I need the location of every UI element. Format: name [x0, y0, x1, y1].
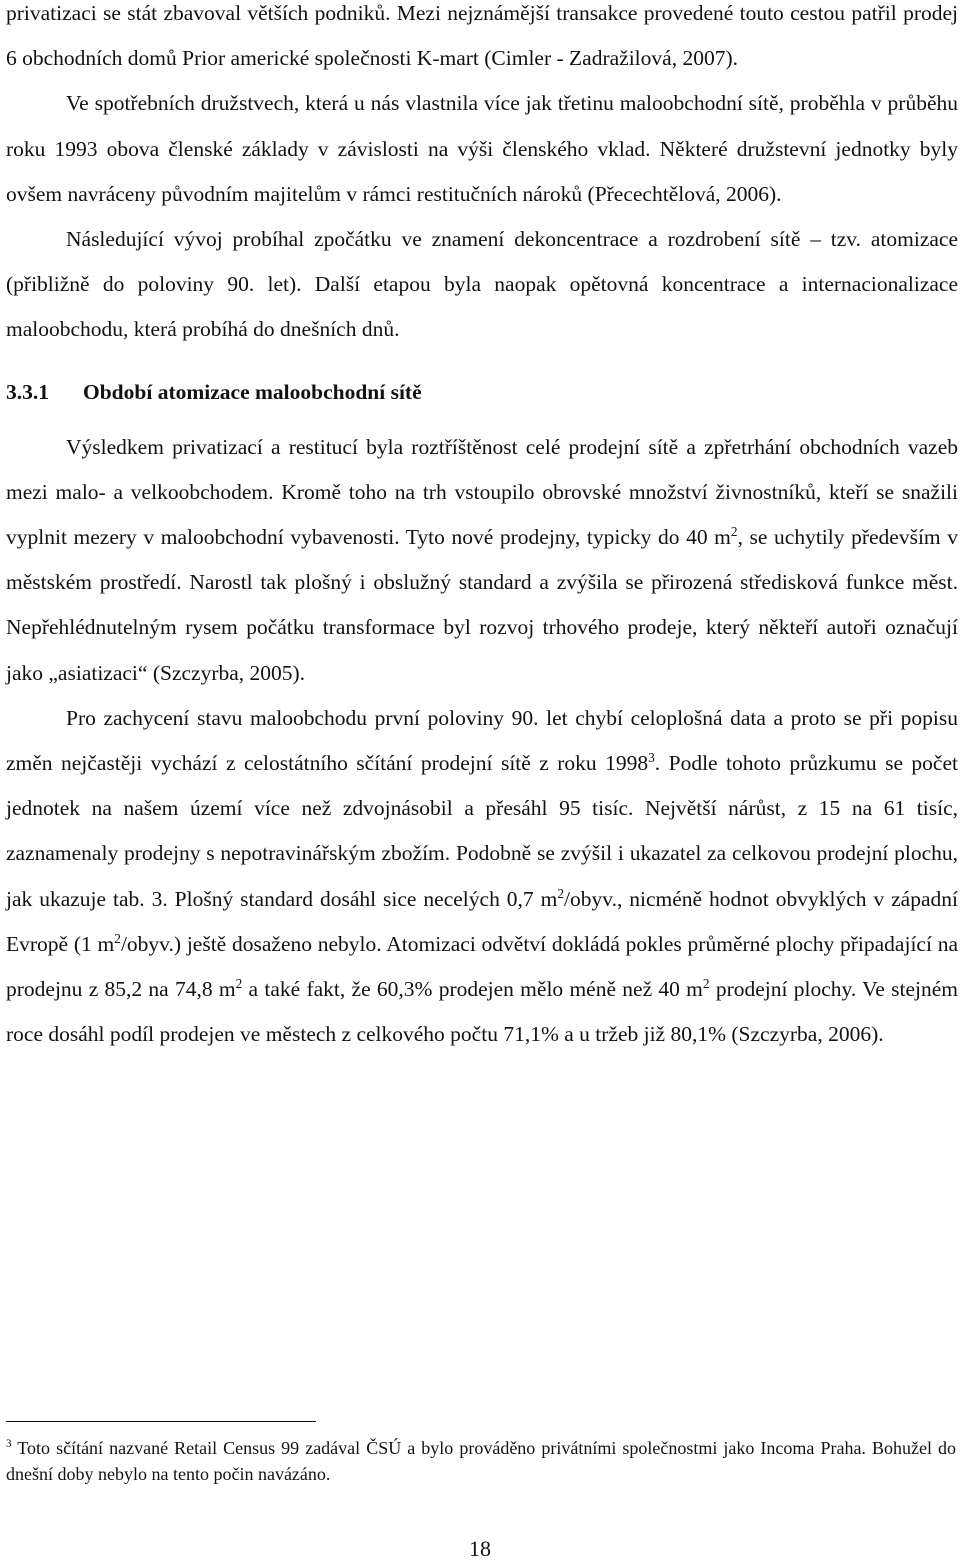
superscript: 2 — [557, 885, 564, 901]
footnote-marker: 3 — [6, 1438, 12, 1450]
footnote-text: Toto sčítání nazvané Retail Census 99 zadával ČSÚ a bylo prováděno privátními společnostmi jako Incoma Praha. Bohužel do dnešní doby nebylo na tento počin navázáno. — [6, 1438, 956, 1484]
footnote-reference: 3 — [648, 749, 655, 765]
paragraph: Následující vývoj probíhal zpočátku ve znamení dekoncentrace a rozdrobení sítě – tzv. atomizace (přibližně do poloviny 90. let). Další etapou byla naopak opětovná koncentrace a internacionalizace maloobchodu, která probíhá do dnešních dnů. — [6, 227, 958, 342]
text-run: Pro zachycení stavu maloobchodu první poloviny 90. let chybí celoplošná data a proto se při popisu změn nejčastěji vychází z celostátního sčítání prodejní sítě z roku 1998 — [6, 705, 958, 776]
page-number: 18 — [469, 1536, 491, 1561]
paragraph — [6, 425, 958, 696]
text-run: Výsledkem privatizací a restitucí byla roztříštěnost celé prodejní sítě a zpřetrhání obchodních vazeb mezi malo- a velkoobchodem. Kromě toho na trh vstoupilo obrovské množství živnostníků, kteří se snažili vyplnit mezery v maloobchodní vybavenosti. Tyto nové prodejny, typicky do 40 m — [6, 434, 958, 550]
superscript: 2 — [730, 523, 738, 539]
text-run: /obyv., nicméně hodnot obvyklých v západní Evropě (1 m — [6, 886, 958, 956]
footnote-divider — [6, 1421, 316, 1422]
superscript: 2 — [235, 975, 243, 991]
footnote — [6, 1435, 956, 1487]
document-page — [6, 0, 958, 1057]
text-run: prodejní plochy. Ve stejném roce dosáhl podíl prodejen ve městech z celkového počtu 71,1% a u tržeb již 80,1% (Szczyrba, 2006). — [6, 977, 958, 1047]
paragraph: privatizaci se stát zbavoval větších podniků. Mezi nejznámější transakce provedené touto cestou patřil prodej 6 obchodních domů Prior americké společnosti K-mart (Cimler - Zadražilová, 2007). — [6, 1, 958, 71]
text-run: /obyv.) ještě dosaženo nebylo. Atomizaci odvětví dokládá pokles průměrné plochy připadající na prodejnu z 85,2 na 74,8 m — [6, 931, 958, 1002]
section-number: 3.3.1 — [6, 379, 49, 404]
superscript: 2 — [114, 930, 121, 946]
section-heading — [6, 370, 958, 415]
text-run: , se uchytily především v městském prostředí. Narostl tak plošný i obslužný standard a zvýšila se přirozená středisková funkce měst. Nepřehlédnutelným rysem počátku transformace byl rozvoj trhového prodeje, který někteří autoři označují jako „asiatizaci“ (Szczyrba, 2005). — [6, 525, 958, 685]
section-title: Období atomizace maloobchodní sítě — [83, 379, 422, 404]
superscript: 2 — [702, 975, 710, 991]
paragraph: Ve spotřebních družstvech, která u nás vlastnila více jak třetinu maloobchodní sítě, proběhla v průběhu roku 1993 obova členské základy v závislosti na výši členského vklad. Některé družstevní jednotky byly ovšem navráceny původním majitelům v rámci restitučních nároků (Přecechtělová, 2006). — [6, 91, 958, 206]
text-run: . Podle tohoto průzkumu se počet jednotek na našem území více než zdvojnásobil a přesáhl 95 tisíc. Největší nárůst, z 15 na 61 tisíc, zaznamenaly prodejny s nepotravinářským zbožím. Podobně se zvýšil i ukazatel za celkovou prodejní plochu, jak ukazuje tab. 3. Plošný standard dosáhl sice necelých 0,7 m — [6, 751, 958, 911]
paragraph — [6, 696, 958, 1058]
text-run: a také fakt, že 60,3% prodejen mělo méně než 40 m — [242, 977, 703, 1002]
